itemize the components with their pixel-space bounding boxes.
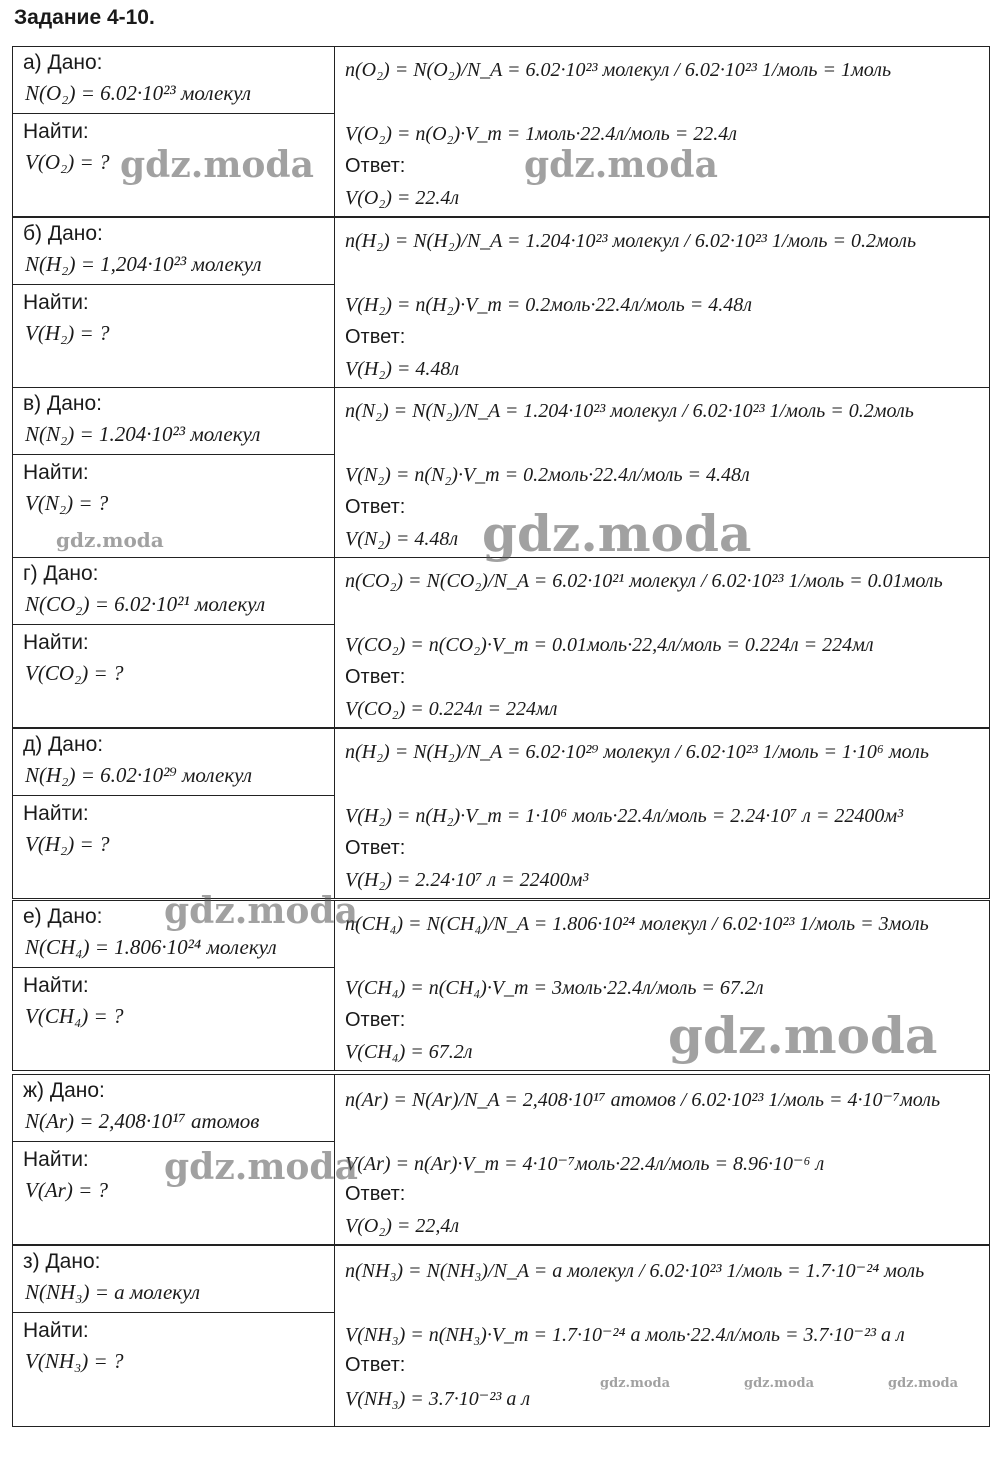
given-cell	[13, 218, 334, 285]
watermark: gdz.moda	[668, 1006, 938, 1065]
watermark: gdz.moda	[744, 1376, 815, 1391]
answer-label: Ответ:	[345, 496, 406, 518]
answer-value: V(NH₃) = 3.7·10⁻²³ а л	[345, 1388, 531, 1410]
watermark: gdz.moda	[164, 1146, 358, 1188]
volume-formula: V(H₂) = n(H₂)·V_m = 0.2моль·22.4л/моль = 4.48л	[345, 294, 752, 316]
given-cell	[13, 1246, 334, 1313]
answer-value: V(CO₂) = 0.224л = 224мл	[345, 698, 558, 720]
find-label: Найти:	[23, 1148, 89, 1171]
moles-formula: n(N₂) = N(N₂)/N_A = 1.204·10²³ молекул / 6.02·10²³ 1/моль = 0.2моль	[345, 400, 914, 422]
answer-label: Ответ:	[345, 1183, 406, 1205]
given-label: д) Дано:	[23, 733, 104, 756]
answer-label: Ответ:	[345, 326, 406, 348]
task-left-column	[13, 1246, 335, 1426]
answer-value: V(H₂) = 4.48л	[345, 358, 460, 380]
watermark: gdz.moda	[524, 144, 718, 186]
given-label: г) Дано:	[23, 562, 99, 585]
find-formula: V(Ar) = ?	[25, 1178, 108, 1202]
volume-formula: V(NH₃) = n(NH₃)·V_m = 1.7·10⁻²⁴ а моль·22.4л/моль = 3.7·10⁻²³ а л	[345, 1324, 905, 1346]
find-formula: V(NH₃) = ?	[25, 1349, 124, 1373]
watermark: gdz.moda	[120, 144, 314, 186]
task-left-column	[13, 218, 335, 387]
task-block	[12, 1074, 990, 1245]
given-formula: N(CO₂) = 6.02·10²¹ молекул	[25, 592, 266, 616]
moles-formula: n(CO₂) = N(CO₂)/N_A = 6.02·10²¹ молекул / 6.02·10²³ 1/моль = 0.01моль	[345, 570, 943, 592]
given-label: б) Дано:	[23, 222, 103, 245]
find-label: Найти:	[23, 120, 89, 143]
volume-formula: V(N₂) = n(N₂)·V_m = 0.2моль·22.4л/моль = 4.48л	[345, 464, 750, 486]
find-label: Найти:	[23, 1319, 89, 1342]
find-formula: V(CH₄) = ?	[25, 1004, 124, 1028]
answer-label: Ответ:	[345, 1009, 406, 1031]
answer-label: Ответ:	[345, 1354, 406, 1376]
watermark: gdz.moda	[888, 1376, 959, 1391]
given-formula: N(O₂) = 6.02·10²³ молекул	[25, 81, 252, 105]
answer-label: Ответ:	[345, 666, 406, 688]
find-formula: V(N₂) = ?	[25, 491, 109, 515]
watermark: gdz.moda	[56, 528, 164, 552]
answer-value: V(N₂) = 4.48л	[345, 528, 459, 550]
given-label: з) Дано:	[23, 1250, 101, 1273]
solution-cell	[335, 558, 989, 727]
task-left-column	[13, 729, 335, 898]
find-label: Найти:	[23, 291, 89, 314]
moles-formula: n(CH₄) = N(CH₄)/N_A = 1.806·10²⁴ молекул / 6.02·10²³ 1/моль = 3моль	[345, 913, 929, 935]
watermark: gdz.moda	[482, 504, 752, 563]
given-cell	[13, 729, 334, 796]
task-block	[12, 728, 990, 899]
answer-value: V(H₂) = 2.24·10⁷ л = 22400м³	[345, 869, 589, 891]
find-label: Найти:	[23, 631, 89, 654]
moles-formula: n(NH₃) = N(NH₃)/N_A = а молекул / 6.02·10²³ 1/моль = 1.7·10⁻²⁴ моль	[345, 1260, 925, 1282]
task-left-column	[13, 558, 335, 727]
moles-formula: n(O₂) = N(O₂)/N_A = 6.02·10²³ молекул / 6.02·10²³ 1/моль = 1моль	[345, 59, 892, 81]
given-cell	[13, 388, 334, 455]
moles-formula: n(H₂) = N(H₂)/N_A = 1.204·10²³ молекул / 6.02·10²³ 1/моль = 0.2моль	[345, 230, 917, 252]
find-formula: V(CO₂) = ?	[25, 661, 124, 685]
given-label: ж) Дано:	[23, 1079, 105, 1102]
given-formula: N(NH₃) = а молекул	[25, 1280, 201, 1304]
answer-value: V(O₂) = 22,4л	[345, 1215, 460, 1237]
page-title: Задание 4-10.	[14, 6, 155, 29]
solution-cell	[335, 218, 989, 387]
given-formula: N(H₂) = 1,204·10²³ молекул	[25, 252, 262, 276]
solution-cell	[335, 729, 989, 898]
given-cell	[13, 47, 334, 114]
given-cell	[13, 558, 334, 625]
moles-formula: n(Ar) = N(Ar)/N_A = 2,408·10¹⁷ атомов / 6.02·10²³ 1/моль = 4·10⁻⁷моль	[345, 1089, 941, 1111]
solution-cell	[335, 47, 989, 216]
task-block	[12, 557, 990, 728]
moles-formula: n(H₂) = N(H₂)/N_A = 6.02·10²⁹ молекул / 6.02·10²³ 1/моль = 1·10⁶ моль	[345, 741, 929, 763]
watermark: gdz.moda	[600, 1376, 671, 1391]
find-formula: V(H₂) = ?	[25, 321, 110, 345]
volume-formula: V(CH₄) = n(CH₄)·V_m = 3моль·22.4л/моль = 67.2л	[345, 977, 764, 999]
find-formula: V(H₂) = ?	[25, 832, 110, 856]
given-label: а) Дано:	[23, 51, 103, 74]
task-left-column	[13, 47, 335, 216]
task-block	[12, 1245, 990, 1427]
volume-formula: V(H₂) = n(H₂)·V_m = 1·10⁶ моль·22.4л/моль = 2.24·10⁷ л = 22400м³	[345, 805, 904, 827]
answer-label: Ответ:	[345, 155, 406, 177]
given-formula: N(Ar) = 2,408·10¹⁷ атомов	[25, 1109, 260, 1133]
given-label: в) Дано:	[23, 392, 102, 415]
given-formula: N(N₂) = 1.204·10²³ молекул	[25, 422, 261, 446]
volume-formula: V(Ar) = n(Ar)·V_m = 4·10⁻⁷моль·22.4л/моль = 8.96·10⁻⁶ л	[345, 1153, 825, 1175]
find-label: Найти:	[23, 461, 89, 484]
solution-cell	[335, 1246, 989, 1426]
volume-formula: V(CO₂) = n(CO₂)·V_m = 0.01моль·22,4л/моль = 0.224л = 224мл	[345, 634, 874, 656]
find-label: Найти:	[23, 802, 89, 825]
given-formula: N(H₂) = 6.02·10²⁹ молекул	[25, 763, 253, 787]
given-label: е) Дано:	[23, 905, 103, 928]
answer-value: V(O₂) = 22.4л	[345, 187, 460, 209]
solution-cell	[335, 1075, 989, 1244]
answer-label: Ответ:	[345, 837, 406, 859]
given-cell	[13, 1075, 334, 1142]
find-label: Найти:	[23, 974, 89, 997]
task-block	[12, 46, 990, 217]
task-block	[12, 217, 990, 388]
answer-value: V(CH₄) = 67.2л	[345, 1041, 473, 1063]
volume-formula: V(O₂) = n(O₂)·V_m = 1моль·22.4л/моль = 22.4л	[345, 123, 737, 145]
given-formula: N(CH₄) = 1.806·10²⁴ молекул	[25, 935, 277, 959]
watermark: gdz.moda	[164, 890, 358, 932]
find-formula: V(O₂) = ?	[25, 150, 110, 174]
